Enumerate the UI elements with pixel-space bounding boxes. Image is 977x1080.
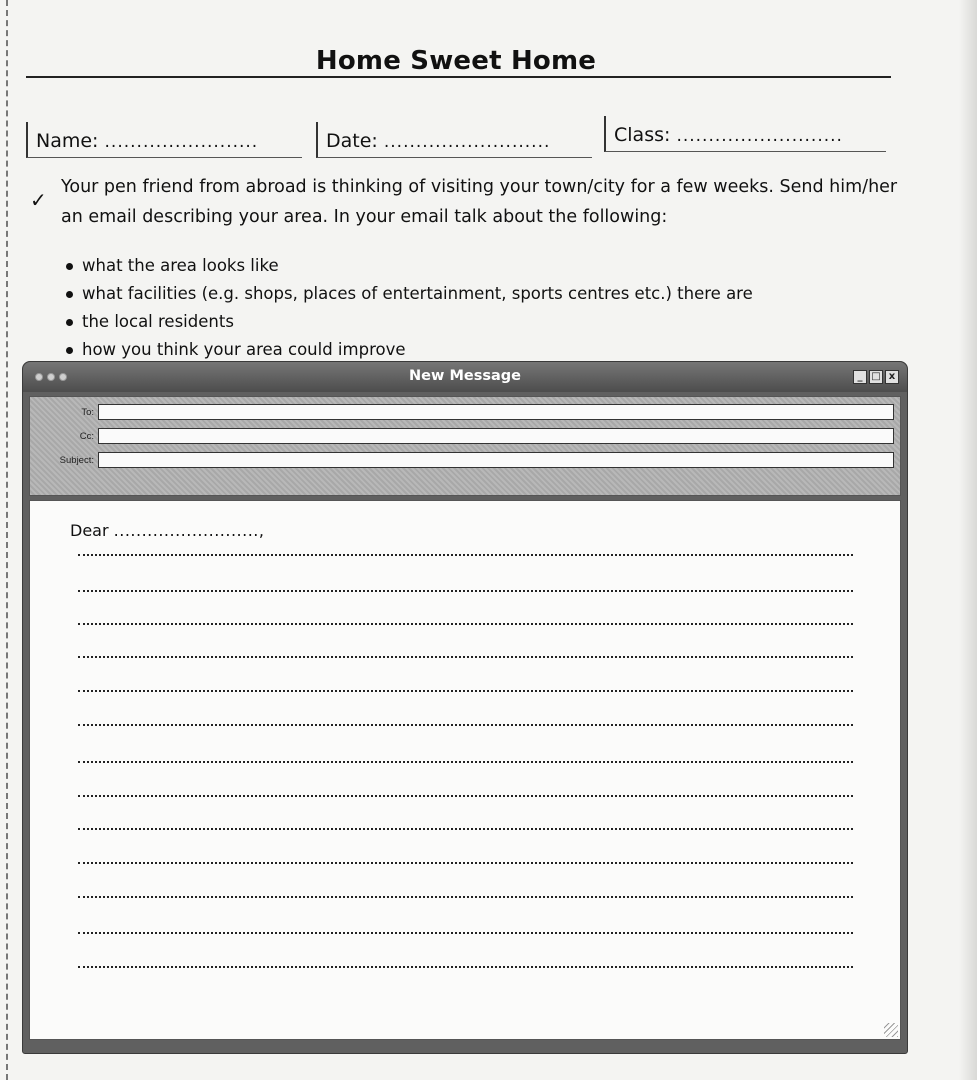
date-label: Date: — [326, 130, 378, 152]
writing-line[interactable] — [78, 590, 853, 592]
topic-list — [64, 252, 753, 364]
writing-line[interactable] — [78, 932, 853, 934]
task-instruction: Your pen friend from abroad is thinking of visiting your town/city for a few weeks. Send him/her an email describing your area. In your email talk about the following: — [61, 177, 898, 227]
minimize-button[interactable]: _ — [853, 370, 867, 384]
list-item: what facilities (e.g. shops, places of entertainment, sports centres etc.) there are — [64, 280, 753, 308]
cc-row — [30, 428, 900, 446]
list-item: how you think your area could improve — [64, 336, 753, 364]
writing-line[interactable] — [78, 828, 853, 830]
writing-line[interactable] — [78, 795, 853, 797]
writing-line[interactable] — [78, 966, 853, 968]
class-dots: .......................... — [676, 126, 843, 146]
subject-input[interactable] — [98, 452, 894, 468]
window-titlebar[interactable] — [23, 362, 907, 392]
class-label: Class: — [614, 124, 671, 146]
to-row — [30, 404, 900, 422]
title-divider — [26, 76, 891, 78]
writing-line[interactable] — [78, 623, 853, 625]
name-dots: ........................ — [104, 132, 259, 152]
list-item: the local residents — [64, 308, 753, 336]
salutation-dots: .........................., — [113, 521, 265, 540]
cc-label: Cc: — [79, 431, 94, 442]
page-title: Home Sweet Home — [315, 46, 597, 76]
checkmark-icon: ✓ — [30, 188, 47, 212]
writing-line[interactable] — [78, 554, 853, 556]
close-button[interactable]: x — [885, 370, 899, 384]
subject-row — [30, 452, 900, 470]
page-cut-edge — [0, 0, 8, 1080]
writing-line[interactable] — [78, 896, 853, 898]
page-shadow — [959, 0, 977, 1080]
class-field[interactable] — [604, 116, 886, 152]
writing-line[interactable] — [78, 862, 853, 864]
writing-line[interactable] — [78, 690, 853, 692]
email-window — [22, 361, 908, 1054]
window-controls — [853, 370, 899, 384]
resize-grip-icon[interactable] — [884, 1023, 898, 1037]
salutation — [70, 521, 264, 540]
name-field[interactable] — [26, 122, 302, 158]
email-header — [29, 396, 901, 496]
date-field[interactable] — [316, 122, 592, 158]
subject-label: Subject: — [59, 455, 94, 466]
to-input[interactable] — [98, 404, 894, 420]
writing-line[interactable] — [78, 656, 853, 658]
writing-line[interactable] — [78, 761, 853, 763]
salutation-word: Dear — [70, 521, 109, 540]
cc-input[interactable] — [98, 428, 894, 444]
writing-line[interactable] — [78, 724, 853, 726]
email-body[interactable] — [29, 500, 901, 1040]
maximize-button[interactable]: □ — [869, 370, 883, 384]
name-label: Name: — [36, 130, 99, 152]
date-dots: .......................... — [383, 132, 551, 152]
list-item: what the area looks like — [64, 252, 753, 280]
to-label: To: — [81, 407, 94, 418]
window-title: New Message — [409, 368, 521, 384]
